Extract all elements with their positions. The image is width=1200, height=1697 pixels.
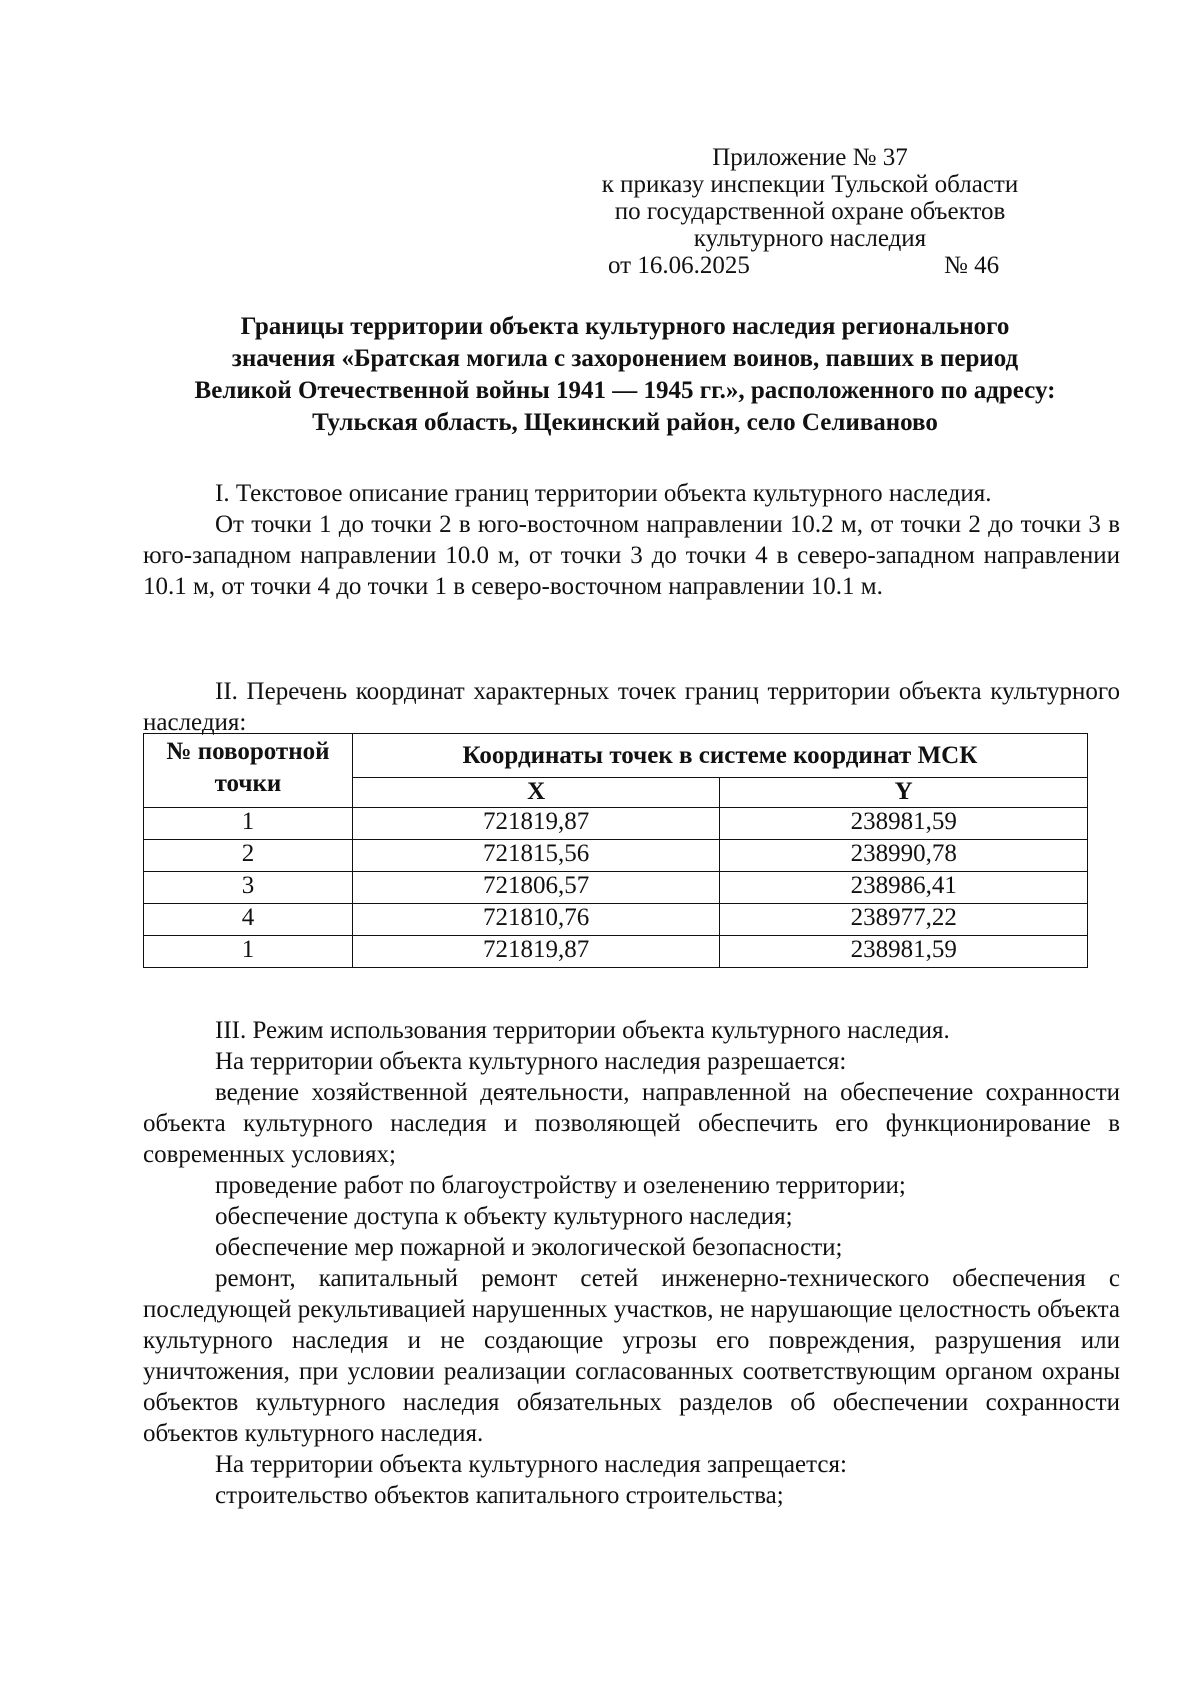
table-row xyxy=(144,936,1088,968)
order-number: № 46 xyxy=(944,252,1000,279)
x-cell: 721819,87 xyxy=(352,936,720,968)
section-3-heading: III. Режим использования территории объекта культурного наследия. xyxy=(215,1017,950,1044)
allowed-item: обеспечение доступа к объекту культурного наследия; xyxy=(215,1203,793,1230)
y-cell: 238981,59 xyxy=(720,808,1088,840)
coordinates-table xyxy=(143,733,1088,968)
point-cell: 4 xyxy=(144,904,353,936)
point-cell: 3 xyxy=(144,872,353,904)
y-cell: 238977,22 xyxy=(720,904,1088,936)
allowed-intro: На территории объекта культурного наследия разрешается: xyxy=(215,1048,847,1075)
appendix-block xyxy=(560,144,1060,252)
table-row xyxy=(144,872,1088,904)
x-cell: 721815,56 xyxy=(352,840,720,872)
x-cell: 721819,87 xyxy=(352,808,720,840)
section-2-heading: II. Перечень координат характерных точек границ территории объекта культурного наследия: xyxy=(143,678,1120,736)
section-1-text: От точки 1 до точки 2 в юго-восточном направлении 10.2 м, от точки 2 до точки 3 в юго-западном направлении 10.0 м, от точки 3 до точки 4 в северо-западном направлении 10.1 м, от точки 4 до точки 1 в северо-восточном направлении 10.1 м. xyxy=(143,511,1120,600)
x-header: X xyxy=(352,778,720,808)
appendix-line: культурного наследия xyxy=(693,225,927,252)
title-line: Великой Отечественной войны 1941 — 1945 гг.», расположенного по адресу: xyxy=(194,377,1056,404)
section-2 xyxy=(143,676,1120,738)
y-cell: 238981,59 xyxy=(720,936,1088,968)
forbidden-item: строительство объектов капитального строительства; xyxy=(215,1482,784,1509)
section-1-heading: I. Текстовое описание границ территории объекта культурного наследия. xyxy=(215,480,992,507)
forbidden-intro: На территории объекта культурного наследия запрещается: xyxy=(215,1451,847,1478)
table-row xyxy=(144,904,1088,936)
appendix-line: к приказу инспекции Тульской области xyxy=(601,171,1019,198)
allowed-item: обеспечение мер пожарной и экологической безопасности; xyxy=(215,1234,843,1261)
appendix-line: Приложение № 37 xyxy=(712,144,908,171)
y-cell: 238990,78 xyxy=(720,840,1088,872)
allowed-item: ведение хозяйственной деятельности, направленной на обеспечение сохранности объекта культурного наследия и позволяющей обеспечить его функционирование в современных условиях; xyxy=(143,1079,1120,1168)
appendix-line: по государственной охране объектов xyxy=(614,198,1006,225)
section-1 xyxy=(143,478,1120,602)
point-number-header: № поворотной точки xyxy=(144,734,353,808)
allowed-item: проведение работ по благоустройству и озеленению территории; xyxy=(215,1172,906,1199)
y-header: Y xyxy=(720,778,1088,808)
table-row xyxy=(144,808,1088,840)
order-meta xyxy=(608,250,1008,282)
y-cell: 238986,41 xyxy=(720,872,1088,904)
document-title xyxy=(130,311,1120,439)
order-date: от 16.06.2025 xyxy=(608,252,750,279)
x-cell: 721810,76 xyxy=(352,904,720,936)
point-cell: 2 xyxy=(144,840,353,872)
allowed-item: ремонт, капитальный ремонт сетей инженерно-технического обеспечения с последующей рекультивацией нарушенных участков, не нарушающие целостность объекта культурного наследия и не создающие угрозы его повреждения, разрушения или уничтожения, при условии реализации согласованных соответствующим органом охраны объектов культурного наследия обязательных разделов об обеспечении сохранности объектов культурного наследия. xyxy=(143,1265,1120,1447)
title-line: значения «Братская могила с захоронением воинов, павших в период xyxy=(231,345,1019,372)
point-cell: 1 xyxy=(144,936,353,968)
title-line: Границы территории объекта культурного наследия регионального xyxy=(240,313,1010,340)
title-line: Тульская область, Щекинский район, село Селиваново xyxy=(312,409,938,436)
table-row xyxy=(144,840,1088,872)
section-3 xyxy=(143,1015,1120,1511)
point-cell: 1 xyxy=(144,808,353,840)
coords-system-header: Координаты точек в системе координат МСК xyxy=(352,734,1087,778)
x-cell: 721806,57 xyxy=(352,872,720,904)
